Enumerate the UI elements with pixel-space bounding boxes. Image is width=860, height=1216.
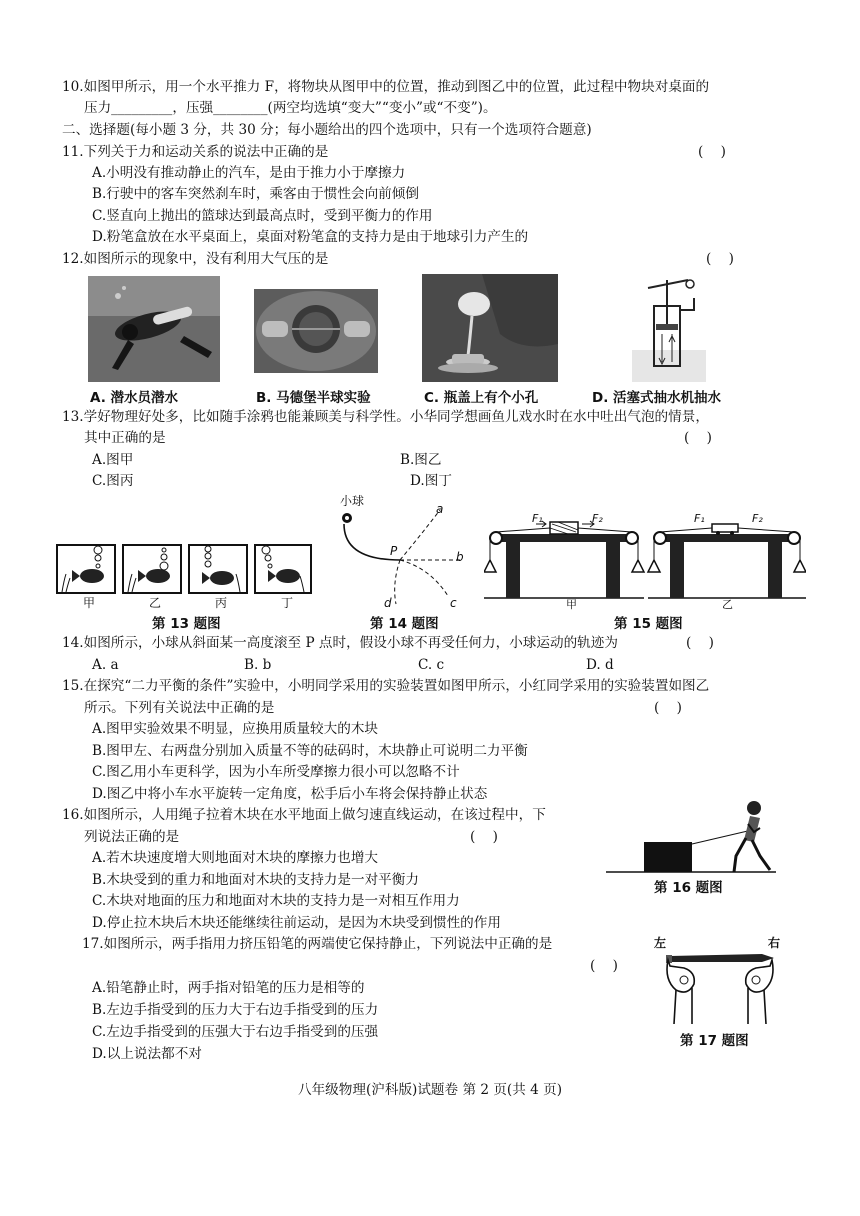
q15-stem-line1: 15.在探究“二力平衡的条件”实验中，小明同学采用的实验装置如图甲所示，小红同学采用的实验装置如图乙 [62, 678, 710, 694]
q14-answer-blank: ( ) [686, 635, 714, 651]
section-2-header: 二、选择题(每小题 3 分，共 30 分；每小题给出的四个选项中，只有一个选项符合题意) [62, 122, 592, 138]
q13-option-d: D.图丁 [410, 473, 452, 489]
q17-answer-blank: ( ) [590, 958, 618, 974]
q13-label-jia: 甲 [83, 596, 96, 610]
page-footer: 八年级物理(沪科版)试题卷 第 2 页(共 4 页) [297, 1082, 563, 1098]
q11-option-d: D.粉笔盒放在水平桌面上，桌面对粉笔盒的支持力是由于地球引力产生的 [92, 229, 529, 245]
q11-option-a: A.小明没有推动静止的汽车，是由于推力小于摩擦力 [92, 165, 406, 181]
q12-caption-d: D. 活塞式抽水机抽水 [592, 390, 722, 406]
q17-label-left: 左 [654, 936, 667, 950]
q14-option-b: B. b [244, 657, 272, 673]
q15-answer-blank: ( ) [654, 700, 682, 716]
q13-stem-line1: 13.学好物理好处多，比如随手涂鸦也能兼顾美与科学性。小华同学想画鱼儿戏水时在水中吐出气泡的情景， [62, 409, 709, 425]
q16-stem-line2: 列说法正确的是 [84, 829, 180, 845]
q16-stem-line1: 16.如图所示，人用绳子拉着木块在水平地面上做匀速直线运动，在该过程中，下 [62, 807, 546, 823]
q16-option-a: A.若木块速度增大则地面对木块的摩擦力也增大 [92, 850, 379, 866]
q14-label-b: b [456, 550, 464, 564]
q17-pencil-fingers-figure [658, 950, 782, 1026]
q16-figure-caption: 第 16 题图 [654, 880, 723, 896]
q15-option-a: A.图甲实验效果不明显，应换用质量较大的木块 [92, 721, 379, 737]
q15-jia-f1: F₁ [532, 512, 543, 525]
q13-stem-line2: 其中正确的是 [84, 430, 166, 446]
q14-label-a: a [436, 502, 444, 516]
fish-panel-bing [189, 545, 247, 593]
q14-label-p: P [390, 544, 398, 558]
q14-label-c: c [450, 596, 457, 610]
fish-panel-yi [123, 545, 181, 593]
q16-answer-blank: ( ) [470, 829, 498, 845]
q17-option-a: A.铅笔静止时，两手指对铅笔的压力是相等的 [92, 980, 365, 996]
q15-option-b: B.图甲左、右两盘分别加入质量不等的砝码时，木块静止可说明二力平衡 [92, 743, 528, 759]
q17-option-b: B.左边手指受到的压力大于右边手指受到的压力 [92, 1002, 379, 1018]
q16-option-c: C.木块对地面的压力和地面对木块的支持力是一对相互作用力 [92, 893, 460, 909]
teapot-pouring-photo [422, 274, 558, 382]
q13-fish-figure [56, 544, 312, 600]
q15-stem-line2: 所示。下列有关说法中正确的是 [84, 700, 275, 716]
q13-answer-blank: ( ) [684, 430, 712, 446]
q10-line1: 10.如图甲所示，用一个水平推力 F，将物块从图甲中的位置，推动到图乙中的位置，此过程中物块对桌面的 [62, 79, 710, 95]
q15-label-yi: 乙 [722, 598, 733, 611]
fish-panel-ding [255, 545, 311, 593]
q13-label-ding: 丁 [281, 596, 294, 610]
q15-figure-caption: 第 15 题图 [614, 616, 683, 632]
q13-option-b: B.图乙 [400, 452, 442, 468]
q13-figure-caption: 第 13 题图 [152, 616, 221, 632]
q11-answer-blank: ( ) [698, 144, 726, 160]
q15-label-jia: 甲 [566, 598, 577, 611]
q17-option-d: D.以上说法都不对 [92, 1046, 202, 1062]
q15-yi-f2: F₂ [752, 512, 763, 525]
q14-ball-label: 小球 [340, 494, 365, 508]
magdeburg-hemispheres-photo [254, 289, 378, 373]
q12-caption-a: A. 潜水员潜水 [90, 390, 179, 406]
q14-option-d: D. d [586, 657, 614, 673]
q15-jia-f2: F₂ [592, 512, 603, 525]
q12-answer-blank: ( ) [706, 251, 734, 267]
q11-stem: 11.下列关于力和运动关系的说法中正确的是 [62, 144, 329, 160]
q14-figure-caption: 第 14 题图 [370, 616, 439, 632]
fish-panel-jia [57, 545, 115, 593]
q13-option-a: A.图甲 [92, 452, 134, 468]
diver-photo [88, 276, 220, 382]
q16-option-d: D.停止拉木块后木块还能继续往前运动，是因为木块受到惯性的作用 [92, 915, 501, 931]
q14-option-a: A. a [92, 657, 119, 673]
q15-option-d: D.图乙中将小车水平旋转一定角度，松手后小车将会保持静止状态 [92, 786, 488, 802]
q16-option-b: B.木块受到的重力和地面对木块的支持力是一对平衡力 [92, 872, 419, 888]
q12-caption-c: C. 瓶盖上有个小孔 [424, 390, 539, 406]
q17-stem: 17.如图所示，两手指用力挤压铅笔的两端使它保持静止，下列说法中正确的是 [82, 936, 553, 952]
q11-option-b: B.行驶中的客车突然刹车时，乘客由于惯性会向前倾倒 [92, 186, 419, 202]
q14-option-c: C. c [418, 657, 445, 673]
q14-label-d: d [384, 596, 392, 610]
q17-label-right: 右 [768, 936, 781, 950]
q17-figure-caption: 第 17 题图 [680, 1033, 749, 1049]
piston-pump-drawing [628, 276, 710, 382]
q16-pulling-block-figure [604, 796, 780, 876]
apparatus-jia [484, 521, 644, 598]
q11-option-c: C.竖直向上抛出的篮球达到最高点时，受到平衡力的作用 [92, 208, 433, 224]
q10-line2: 压力_________，压强________(两空均选填“变大”“变小”或“不变”)。 [84, 100, 497, 116]
q15-yi-f1: F₁ [694, 512, 705, 525]
q14-stem: 14.如图所示，小球从斜面某一高度滚至 P 点时，假设小球不再受任何力，小球运动的轨迹为 [62, 635, 618, 651]
q13-option-c: C.图丙 [92, 473, 134, 489]
q15-option-c: C.图乙用小车更科学，因为小车所受摩擦力很小可以忽略不计 [92, 764, 460, 780]
q13-label-yi: 乙 [149, 596, 162, 610]
q12-caption-b: B. 马德堡半球实验 [256, 390, 371, 406]
q17-option-c: C.左边手指受到的压强大于右边手指受到的压强 [92, 1024, 379, 1040]
q13-label-bing: 丙 [215, 596, 228, 610]
q12-stem: 12.如图所示的现象中，没有利用大气压的是 [62, 251, 329, 267]
apparatus-yi [648, 524, 806, 598]
